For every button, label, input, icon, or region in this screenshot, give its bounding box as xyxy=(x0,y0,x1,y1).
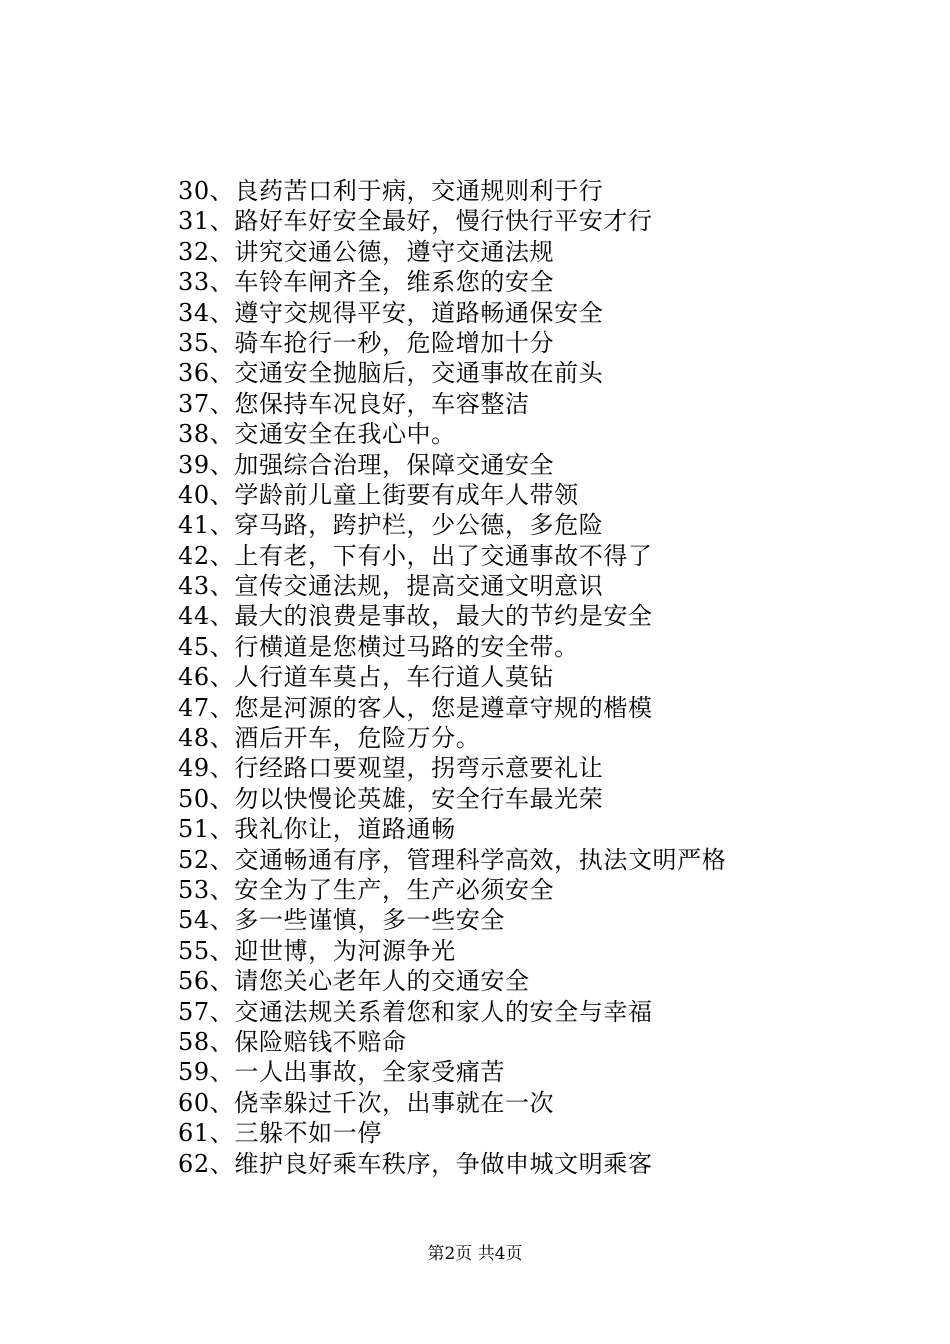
list-item: 56、请您关心老年人的交通安全 xyxy=(178,967,530,996)
list-item: 37、您保持车况良好，车容整洁 xyxy=(178,389,530,418)
list-item: 46、人行道车莫占，车行道人莫钻 xyxy=(178,663,555,692)
list-item: 48、酒后开车，危险万分。 xyxy=(178,724,481,753)
list-item: 44、最大的浪费是事故，最大的节约是安全 xyxy=(178,602,653,631)
list-item: 36、交通安全抛脑后，交通事故在前头 xyxy=(178,359,604,388)
list-item: 55、迎世博，为河源争光 xyxy=(178,936,456,965)
list-item: 40、学龄前儿童上街要有成年人带领 xyxy=(178,480,579,509)
list-item: 50、勿以快慢论英雄，安全行车最光荣 xyxy=(178,784,604,813)
list-item: 45、行横道是您横过马路的安全带。 xyxy=(178,632,579,661)
list-item: 43、宣传交通法规，提高交通文明意识 xyxy=(178,572,604,601)
list-item: 58、保险赔钱不赔命 xyxy=(178,1027,407,1056)
list-item: 61、三躲不如一停 xyxy=(178,1119,382,1148)
list-item: 51、我礼你让，道路通畅 xyxy=(178,815,456,844)
list-item: 38、交通安全在我心中。 xyxy=(178,420,456,449)
list-item: 34、遵守交规得平安，道路畅通保安全 xyxy=(178,298,604,327)
list-item: 60、侥幸躲过千次，出事就在一次 xyxy=(178,1088,555,1117)
list-item: 47、您是河源的客人，您是遵章守规的楷模 xyxy=(178,693,653,722)
list-item: 30、良药苦口利于病，交通规则利于行 xyxy=(178,177,604,205)
list-item: 59、一人出事故，全家受痛苦 xyxy=(178,1058,505,1087)
slogan-list xyxy=(178,176,726,1179)
list-item: 52、交通畅通有序，管理科学高效，执法文明严格 xyxy=(178,845,727,874)
list-item: 39、加强综合治理，保障交通安全 xyxy=(178,450,555,479)
list-item: 53、安全为了生产，生产必须安全 xyxy=(178,875,555,904)
list-item: 32、讲究交通公德，遵守交通法规 xyxy=(178,237,555,266)
list-item: 35、骑车抢行一秒，危险增加十分 xyxy=(178,328,555,357)
list-item: 62、维护良好乘车秩序，争做申城文明乘客 xyxy=(178,1149,653,1178)
list-item: 57、交通法规关系着您和家人的安全与幸福 xyxy=(178,997,653,1026)
list-item: 42、上有老，下有小，出了交通事故不得了 xyxy=(178,541,653,570)
list-item: 33、车铃车闸齐全，维系您的安全 xyxy=(178,268,555,297)
page-footer: 第2页 共4页 xyxy=(427,1244,523,1264)
list-item: 49、行经路口要观望，拐弯示意要礼让 xyxy=(178,754,604,783)
list-item: 54、多一些谨慎，多一些安全 xyxy=(178,906,505,935)
list-item: 31、路好车好安全最好，慢行快行平安才行 xyxy=(178,207,653,236)
list-item: 41、穿马路，跨护栏，少公德，多危险 xyxy=(178,511,604,540)
